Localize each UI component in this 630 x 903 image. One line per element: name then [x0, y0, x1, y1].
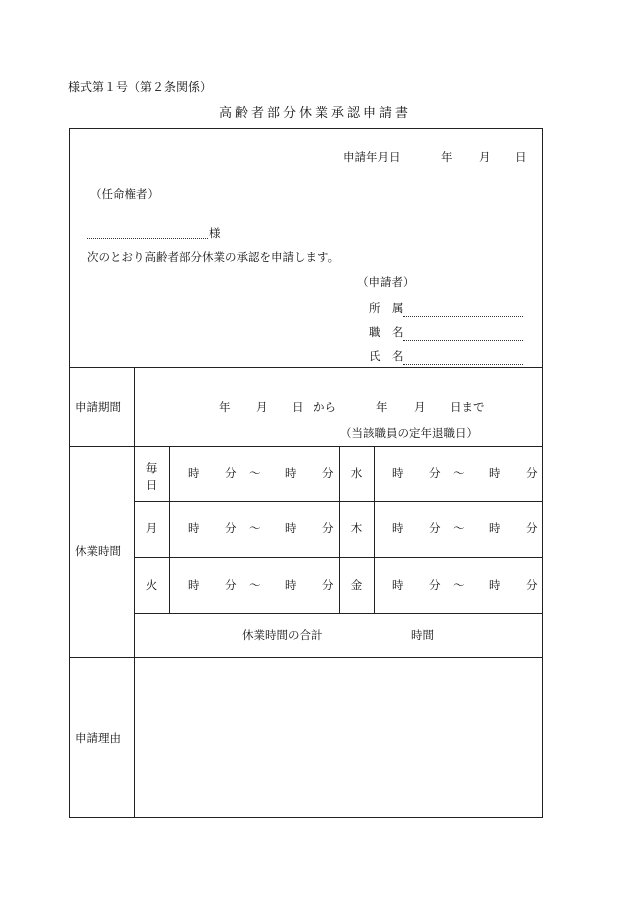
slot-hour: 時 — [188, 578, 200, 592]
slot-tilde: ～ — [249, 466, 261, 480]
slot-minute: 分 — [322, 578, 334, 592]
slot-hour: 時 — [392, 521, 404, 535]
period-label: 申請期間 — [75, 400, 121, 414]
period-note: （当該職員の定年退職日） — [340, 426, 478, 440]
appointer-label: （任命権者） — [90, 187, 159, 201]
period-end-month: 月 — [414, 400, 426, 414]
date-month-unit: 月 — [479, 150, 491, 164]
slot-minute: 分 — [225, 521, 237, 535]
slot-tilde: ～ — [453, 578, 465, 592]
total-hours-label: 休業時間の合計 — [242, 628, 323, 642]
name-field[interactable] — [403, 364, 523, 365]
date-year-unit: 年 — [441, 150, 453, 164]
slot-minute: 分 — [526, 578, 538, 592]
applicant-label: （申請者） — [357, 275, 415, 289]
column-divider — [169, 446, 170, 613]
total-hours-unit: 時間 — [411, 628, 434, 642]
form-number: 様式第１号（第２条関係） — [68, 80, 213, 94]
form-title: 高齢者部分休業承認申請書 — [218, 106, 411, 121]
day-label-wednesday: 水 — [350, 466, 363, 480]
affiliation-field[interactable] — [403, 316, 523, 317]
position-field[interactable] — [403, 340, 523, 341]
slot-tilde: ～ — [249, 578, 261, 592]
date-day-unit: 日 — [515, 150, 527, 164]
period-end-year: 年 — [376, 400, 388, 414]
slot-minute: 分 — [225, 466, 237, 480]
slot-tilde: ～ — [453, 521, 465, 535]
reason-field[interactable] — [135, 658, 542, 817]
day-label-everyday: 毎日 — [145, 461, 158, 492]
hours-label: 休業時間 — [75, 544, 121, 558]
day-label-monday: 月 — [145, 521, 158, 535]
reason-label: 申請理由 — [75, 731, 121, 745]
period-start-year: 年 — [219, 400, 231, 414]
slot-minute: 分 — [429, 578, 441, 592]
slot-minute: 分 — [322, 466, 334, 480]
day-label-thursday: 木 — [350, 521, 363, 535]
slot-hour: 時 — [285, 521, 297, 535]
slot-hour: 時 — [285, 578, 297, 592]
appointer-name-field[interactable] — [87, 238, 208, 239]
slot-hour: 時 — [489, 521, 501, 535]
period-start-day: 日 — [292, 400, 304, 414]
honorific: 様 — [209, 226, 221, 240]
slot-hour: 時 — [188, 466, 200, 480]
date-label: 申請年月日 — [343, 150, 401, 164]
slot-minute: 分 — [526, 466, 538, 480]
slot-minute: 分 — [526, 521, 538, 535]
slot-hour: 時 — [392, 466, 404, 480]
slot-minute: 分 — [429, 521, 441, 535]
slot-hour: 時 — [188, 521, 200, 535]
row-divider — [69, 446, 543, 447]
day-label-tuesday: 火 — [145, 578, 158, 592]
column-divider — [374, 446, 375, 613]
request-text: 次のとおり高齢者部分休業の承認を申請します。 — [87, 250, 340, 264]
period-until: 日まで — [450, 400, 485, 414]
day-label-friday: 金 — [350, 578, 363, 592]
slot-hour: 時 — [285, 466, 297, 480]
period-from: から — [313, 400, 336, 414]
slot-tilde: ～ — [249, 521, 261, 535]
position-label: 職 名 — [369, 325, 404, 339]
slot-minute: 分 — [322, 521, 334, 535]
affiliation-label: 所 属 — [369, 301, 404, 315]
name-label: 氏 名 — [369, 349, 404, 363]
slot-tilde: ～ — [453, 466, 465, 480]
row-divider — [69, 367, 543, 368]
slot-hour: 時 — [392, 578, 404, 592]
slot-minute: 分 — [429, 466, 441, 480]
period-start-month: 月 — [256, 400, 268, 414]
slot-hour: 時 — [489, 578, 501, 592]
row-divider — [134, 613, 543, 614]
slot-hour: 時 — [489, 466, 501, 480]
slot-minute: 分 — [225, 578, 237, 592]
